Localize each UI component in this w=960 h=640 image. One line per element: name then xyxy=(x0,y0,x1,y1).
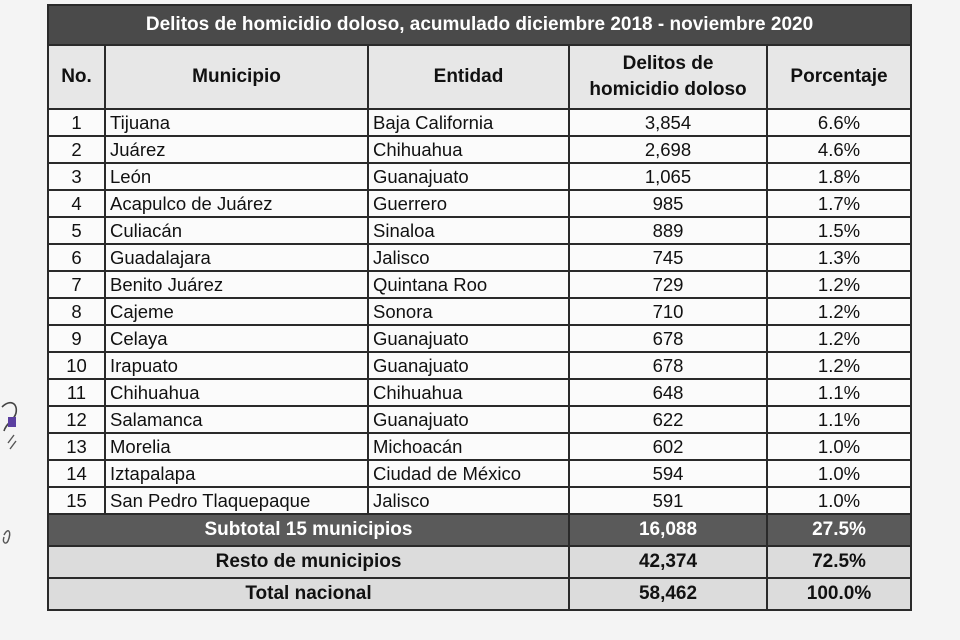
cell-delitos: 710 xyxy=(569,298,767,325)
cell-entidad: Guanajuato xyxy=(368,163,569,190)
cell-municipio: Cajeme xyxy=(105,298,368,325)
cell-entidad: Sonora xyxy=(368,298,569,325)
header-entidad: Entidad xyxy=(368,45,569,109)
cell-delitos: 591 xyxy=(569,487,767,514)
cell-porcentaje: 1.0% xyxy=(767,487,911,514)
cell-porcentaje: 1.1% xyxy=(767,379,911,406)
cell-no: 1 xyxy=(48,109,105,136)
cell-porcentaje: 1.2% xyxy=(767,271,911,298)
table-row xyxy=(48,109,911,136)
cell-municipio: Irapuato xyxy=(105,352,368,379)
cell-municipio: Benito Juárez xyxy=(105,271,368,298)
homicide-table xyxy=(47,4,912,611)
cell-entidad: Guanajuato xyxy=(368,352,569,379)
header-municipio: Municipio xyxy=(105,45,368,109)
cell-municipio: Iztapalapa xyxy=(105,460,368,487)
cell-no: 11 xyxy=(48,379,105,406)
cell-municipio: Salamanca xyxy=(105,406,368,433)
cell-entidad: Jalisco xyxy=(368,487,569,514)
table-row xyxy=(48,298,911,325)
table-row xyxy=(48,163,911,190)
table-row xyxy=(48,352,911,379)
table-row xyxy=(48,217,911,244)
cell-entidad: Jalisco xyxy=(368,244,569,271)
header-delitos-line2: homicidio doloso xyxy=(589,79,747,100)
cell-delitos: 602 xyxy=(569,433,767,460)
cell-no: 13 xyxy=(48,433,105,460)
cell-delitos: 729 xyxy=(569,271,767,298)
table-row xyxy=(48,244,911,271)
cell-no: 15 xyxy=(48,487,105,514)
cell-municipio: San Pedro Tlaquepaque xyxy=(105,487,368,514)
cell-no: 9 xyxy=(48,325,105,352)
cell-entidad: Sinaloa xyxy=(368,217,569,244)
subtotal-porcentaje: 27.5% xyxy=(767,514,911,546)
table-row xyxy=(48,325,911,352)
cell-municipio: Morelia xyxy=(105,433,368,460)
cell-municipio: Acapulco de Juárez xyxy=(105,190,368,217)
cell-no: 4 xyxy=(48,190,105,217)
cell-no: 5 xyxy=(48,217,105,244)
cell-delitos: 648 xyxy=(569,379,767,406)
cell-porcentaje: 1.2% xyxy=(767,325,911,352)
table-row xyxy=(48,271,911,298)
cell-delitos: 622 xyxy=(569,406,767,433)
cell-porcentaje: 4.6% xyxy=(767,136,911,163)
table-body xyxy=(48,109,911,514)
header-delitos-line1: Delitos de xyxy=(622,53,714,74)
cell-entidad: Guerrero xyxy=(368,190,569,217)
cell-entidad: Quintana Roo xyxy=(368,271,569,298)
cell-porcentaje: 1.2% xyxy=(767,352,911,379)
subtotal-row xyxy=(48,514,911,546)
cell-porcentaje: 1.2% xyxy=(767,298,911,325)
table-row xyxy=(48,379,911,406)
header-no: No. xyxy=(48,45,105,109)
cell-delitos: 1,065 xyxy=(569,163,767,190)
resto-delitos: 42,374 xyxy=(569,546,767,578)
handwritten-mark xyxy=(0,395,26,555)
cell-no: 8 xyxy=(48,298,105,325)
cell-entidad: Michoacán xyxy=(368,433,569,460)
table-row xyxy=(48,136,911,163)
cell-entidad: Baja California xyxy=(368,109,569,136)
cell-delitos: 678 xyxy=(569,325,767,352)
cell-entidad: Ciudad de México xyxy=(368,460,569,487)
cell-delitos: 985 xyxy=(569,190,767,217)
cell-porcentaje: 1.0% xyxy=(767,433,911,460)
cell-entidad: Chihuahua xyxy=(368,379,569,406)
cell-porcentaje: 1.3% xyxy=(767,244,911,271)
cell-municipio: Chihuahua xyxy=(105,379,368,406)
header-delitos xyxy=(569,45,767,109)
resto-porcentaje: 72.5% xyxy=(767,546,911,578)
cell-porcentaje: 1.5% xyxy=(767,217,911,244)
subtotal-delitos: 16,088 xyxy=(569,514,767,546)
cell-entidad: Guanajuato xyxy=(368,406,569,433)
cell-porcentaje: 1.1% xyxy=(767,406,911,433)
table-row xyxy=(48,460,911,487)
cell-porcentaje: 1.0% xyxy=(767,460,911,487)
cell-delitos: 678 xyxy=(569,352,767,379)
cell-delitos: 2,698 xyxy=(569,136,767,163)
cell-delitos: 745 xyxy=(569,244,767,271)
total-row xyxy=(48,578,911,610)
table-row xyxy=(48,406,911,433)
homicide-table-container xyxy=(47,4,910,611)
cell-no: 6 xyxy=(48,244,105,271)
table-row xyxy=(48,190,911,217)
cell-entidad: Guanajuato xyxy=(368,325,569,352)
cell-municipio: Guadalajara xyxy=(105,244,368,271)
cell-municipio: León xyxy=(105,163,368,190)
cell-no: 7 xyxy=(48,271,105,298)
table-row xyxy=(48,487,911,514)
cell-municipio: Juárez xyxy=(105,136,368,163)
cell-entidad: Chihuahua xyxy=(368,136,569,163)
cell-delitos: 3,854 xyxy=(569,109,767,136)
cell-no: 14 xyxy=(48,460,105,487)
cell-porcentaje: 6.6% xyxy=(767,109,911,136)
cell-porcentaje: 1.7% xyxy=(767,190,911,217)
cell-no: 2 xyxy=(48,136,105,163)
cell-no: 12 xyxy=(48,406,105,433)
table-title-row xyxy=(48,5,911,45)
total-delitos: 58,462 xyxy=(569,578,767,610)
cell-no: 3 xyxy=(48,163,105,190)
header-porcentaje: Porcentaje xyxy=(767,45,911,109)
cell-municipio: Culiacán xyxy=(105,217,368,244)
column-header-row xyxy=(48,45,911,109)
cell-no: 10 xyxy=(48,352,105,379)
total-porcentaje: 100.0% xyxy=(767,578,911,610)
table-title: Delitos de homicidio doloso, acumulado diciembre 2018 - noviembre 2020 xyxy=(48,5,911,45)
cell-delitos: 594 xyxy=(569,460,767,487)
table-row xyxy=(48,433,911,460)
resto-label: Resto de municipios xyxy=(48,546,569,578)
resto-row xyxy=(48,546,911,578)
subtotal-label: Subtotal 15 municipios xyxy=(48,514,569,546)
cell-municipio: Celaya xyxy=(105,325,368,352)
cell-delitos: 889 xyxy=(569,217,767,244)
cell-municipio: Tijuana xyxy=(105,109,368,136)
cell-porcentaje: 1.8% xyxy=(767,163,911,190)
total-label: Total nacional xyxy=(48,578,569,610)
